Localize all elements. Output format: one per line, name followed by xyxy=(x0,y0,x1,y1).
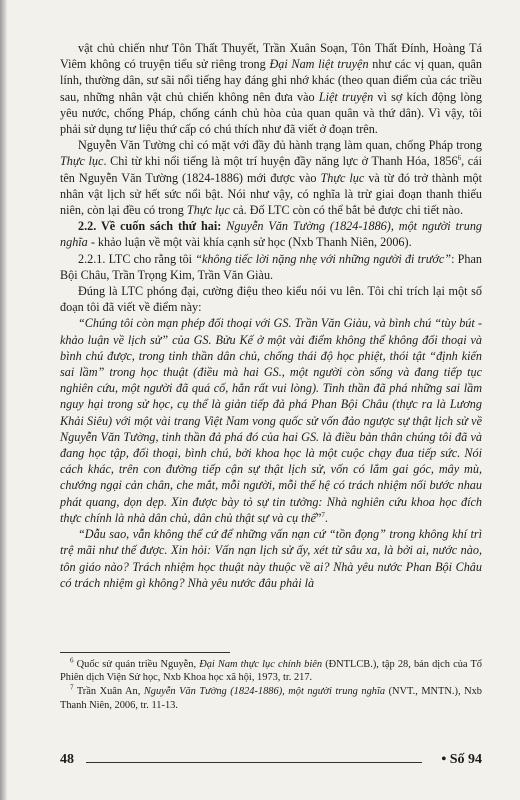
footnote-marker: 6 xyxy=(457,154,462,163)
footer-rule xyxy=(86,762,422,763)
italic-text: Thực lục xyxy=(320,170,365,185)
paragraph-nguyen-van-tuong xyxy=(60,137,482,218)
footnote-marker: 7 xyxy=(321,510,325,519)
bold-text: 2.2. Về cuốn sách thứ hai: xyxy=(78,219,227,234)
italic-text: Thực lục xyxy=(60,154,104,169)
italic-text: Nguyễn Văn Tường (1824-1886), một người trung nghĩa xyxy=(60,219,483,250)
text-run: Trần Xuân An, xyxy=(73,686,144,698)
text-run: , cái tên Nguyễn Văn Tường (1824-1886) mới được vào xyxy=(60,154,482,185)
scan-edge-shadow xyxy=(0,0,7,800)
article-body xyxy=(60,40,482,591)
footnote-6 xyxy=(60,658,482,684)
italic-text: Đại Nam thực lục chính biên xyxy=(199,659,323,670)
text-run: . xyxy=(324,510,328,525)
footnotes xyxy=(60,652,482,713)
text-run: (NVT., MNTN.), Nxb Thanh Niên, 2006, tr. 11-13. xyxy=(60,686,482,711)
text-run: vật chủ chiến như Tôn Thất Thuyết, Trần Xuân Soạn, Tôn Thất Đính, Hoàng Tá Viêm không có truyện tiểu sử riêng trong xyxy=(60,41,482,72)
text-run: vì sợ kích động lòng yêu nước, chống Pháp, chống cánh chủ hòa của quan quân và thứ dân). Vì vậy, tôi phải sử dụng tư liệu thứ cấp có chú thích như đã viết ở đoạn trên. xyxy=(60,89,482,137)
text-run: và từ đó trở thành một nhân vật lịch sử hết sức nổi bật. Nói như vậy, có nghĩa là trừ giai đoạn thanh thiếu niên, còn lại đều có trong xyxy=(60,170,482,218)
text-run: Nguyễn Văn Tường chỉ có mặt với đầy đủ hành trạng làm quan, chống Pháp trong xyxy=(78,138,482,153)
italic-text: “không tiếc lời nặng nhẹ với những người đi trước” xyxy=(195,251,452,266)
text-run: ” xyxy=(316,510,322,525)
paragraph-2-2-1 xyxy=(60,251,482,283)
issue-label: • Số 94 xyxy=(441,752,482,767)
italic-text: Nguyễn Văn Tường (1824-1886), một người trung nghĩa xyxy=(143,686,386,698)
page-number: 48 xyxy=(60,752,74,767)
text-run: Đúng là LTC phóng đại, cường điệu theo kiểu nói vu lên. Tôi chỉ trích lại một số đoạn tôi đã viết về điểm này: xyxy=(60,284,482,315)
footnote-7 xyxy=(60,685,482,711)
paragraph-continued xyxy=(60,40,482,137)
section-heading-2-2 xyxy=(60,218,482,250)
italic-text: “Dẫu sao, vẫn không thể cứ để những vấn nạn cứ “tồn đọng” trong không khí trì trệ mãi như thế được. Xin hỏi: Vấn nạn lịch sử ấy, xét từ sâu xa, là bởi ai, nước nào, tôn giáo nào? Trách nhiệm học thuật này thuộc về ai? Nhà yêu nước Phan Bội Châu có trách nhiệm gì không? Nhà yêu nước đâu phải là xyxy=(60,527,482,590)
paragraph-reply xyxy=(60,283,482,315)
text-run: (ĐNTLCB.), tập 28, bản dịch của Tổ Phiên dịch Viện Sử học, Nxb Khoa học xã hội, 1973, tr. 217. xyxy=(60,659,482,684)
text-run: : Phan Bội Châu, Trần Trọng Kim, Trần Văn Giàu. xyxy=(60,251,482,282)
italic-text: Thực lục xyxy=(186,203,230,218)
page-footer xyxy=(60,752,482,772)
text-run: như các vị quan, quân lính, thường dân, sư sãi nổi tiếng hay đáng ghi nhớ khác (theo quan điểm của các triều sau, những nhân vật chủ chiến không nên đưa vào xyxy=(60,57,482,104)
footnote-separator xyxy=(60,652,230,653)
footnote-marker: 6 xyxy=(70,656,74,665)
quote-paragraph-1 xyxy=(60,315,482,526)
text-run: . Chỉ từ khi nổi tiếng là một trí huyện đầy năng lực ở Thanh Hóa, 1856 xyxy=(103,154,458,169)
italic-text: Liệt truyện xyxy=(318,89,374,104)
footnote-marker: 7 xyxy=(70,683,74,692)
italic-text: “Chúng tôi còn mạn phép đối thoại với GS. Trần Văn Giàu, và bình chú “tùy bút - khảo luận về lịch sử” của GS. Bửu Kế ở một vài điểm không thể không đối thoại và bình chú được, trong tinh thần dân chủ, chống thái độ học phiệt, thói tật “định kiến sai lầm” trong học thuật (điều mà hai GS., một người còn sống và đang tiếp tục nghiên cứu, một người đã quá cố, hẳn rất vui lòng). Tinh thần đã phá những sai lầm nguy hại trong sử học, cụ thể là giản tiếp đả phá Phan Bội Châu (thực ra là Lương Khải Siêu) với một vài trang Việt Nam vong quốc sử vốn đảo ngược sự thật lịch sử về Nguyễn Văn Tường, tinh thần đả phá đó của hai GS. là điều bản thân chúng tôi đã và đang học tập, đối thoại, bình chú, bởi khoa học là một cuộc chạy đua tiếp sức. Nói cách khác, trên con đường tiếp cận sự thật lịch sử, vốn có lắm gai góc, mây mù, chướng ngại cản chân, che mắt, mỗi người, mỗi thế hệ có trách nhiệm nối bước nhau phát quang, dọn dẹp. Xin được bày tỏ sự tin tưởng: Nhà nghiên cứu khoa học đích thực chính là nhà dân chủ, dân chủ thật sự và cụ thể xyxy=(60,316,482,525)
text-run: cả. Đố LTC còn có thể bắt bẻ được chi tiết nào. xyxy=(229,203,464,218)
footnote-list xyxy=(60,658,482,712)
text-run: - khảo luận về một vài khía cạnh sử học (Nxb Thanh Niên, 2006). xyxy=(87,235,412,250)
italic-text: Đại Nam liệt truyện xyxy=(269,57,369,72)
quote-paragraph-2 xyxy=(60,526,482,591)
text-run: Quốc sử quán triều Nguyễn, xyxy=(73,659,200,670)
text-run: 2.2.1. LTC cho rằng tôi xyxy=(78,251,196,266)
